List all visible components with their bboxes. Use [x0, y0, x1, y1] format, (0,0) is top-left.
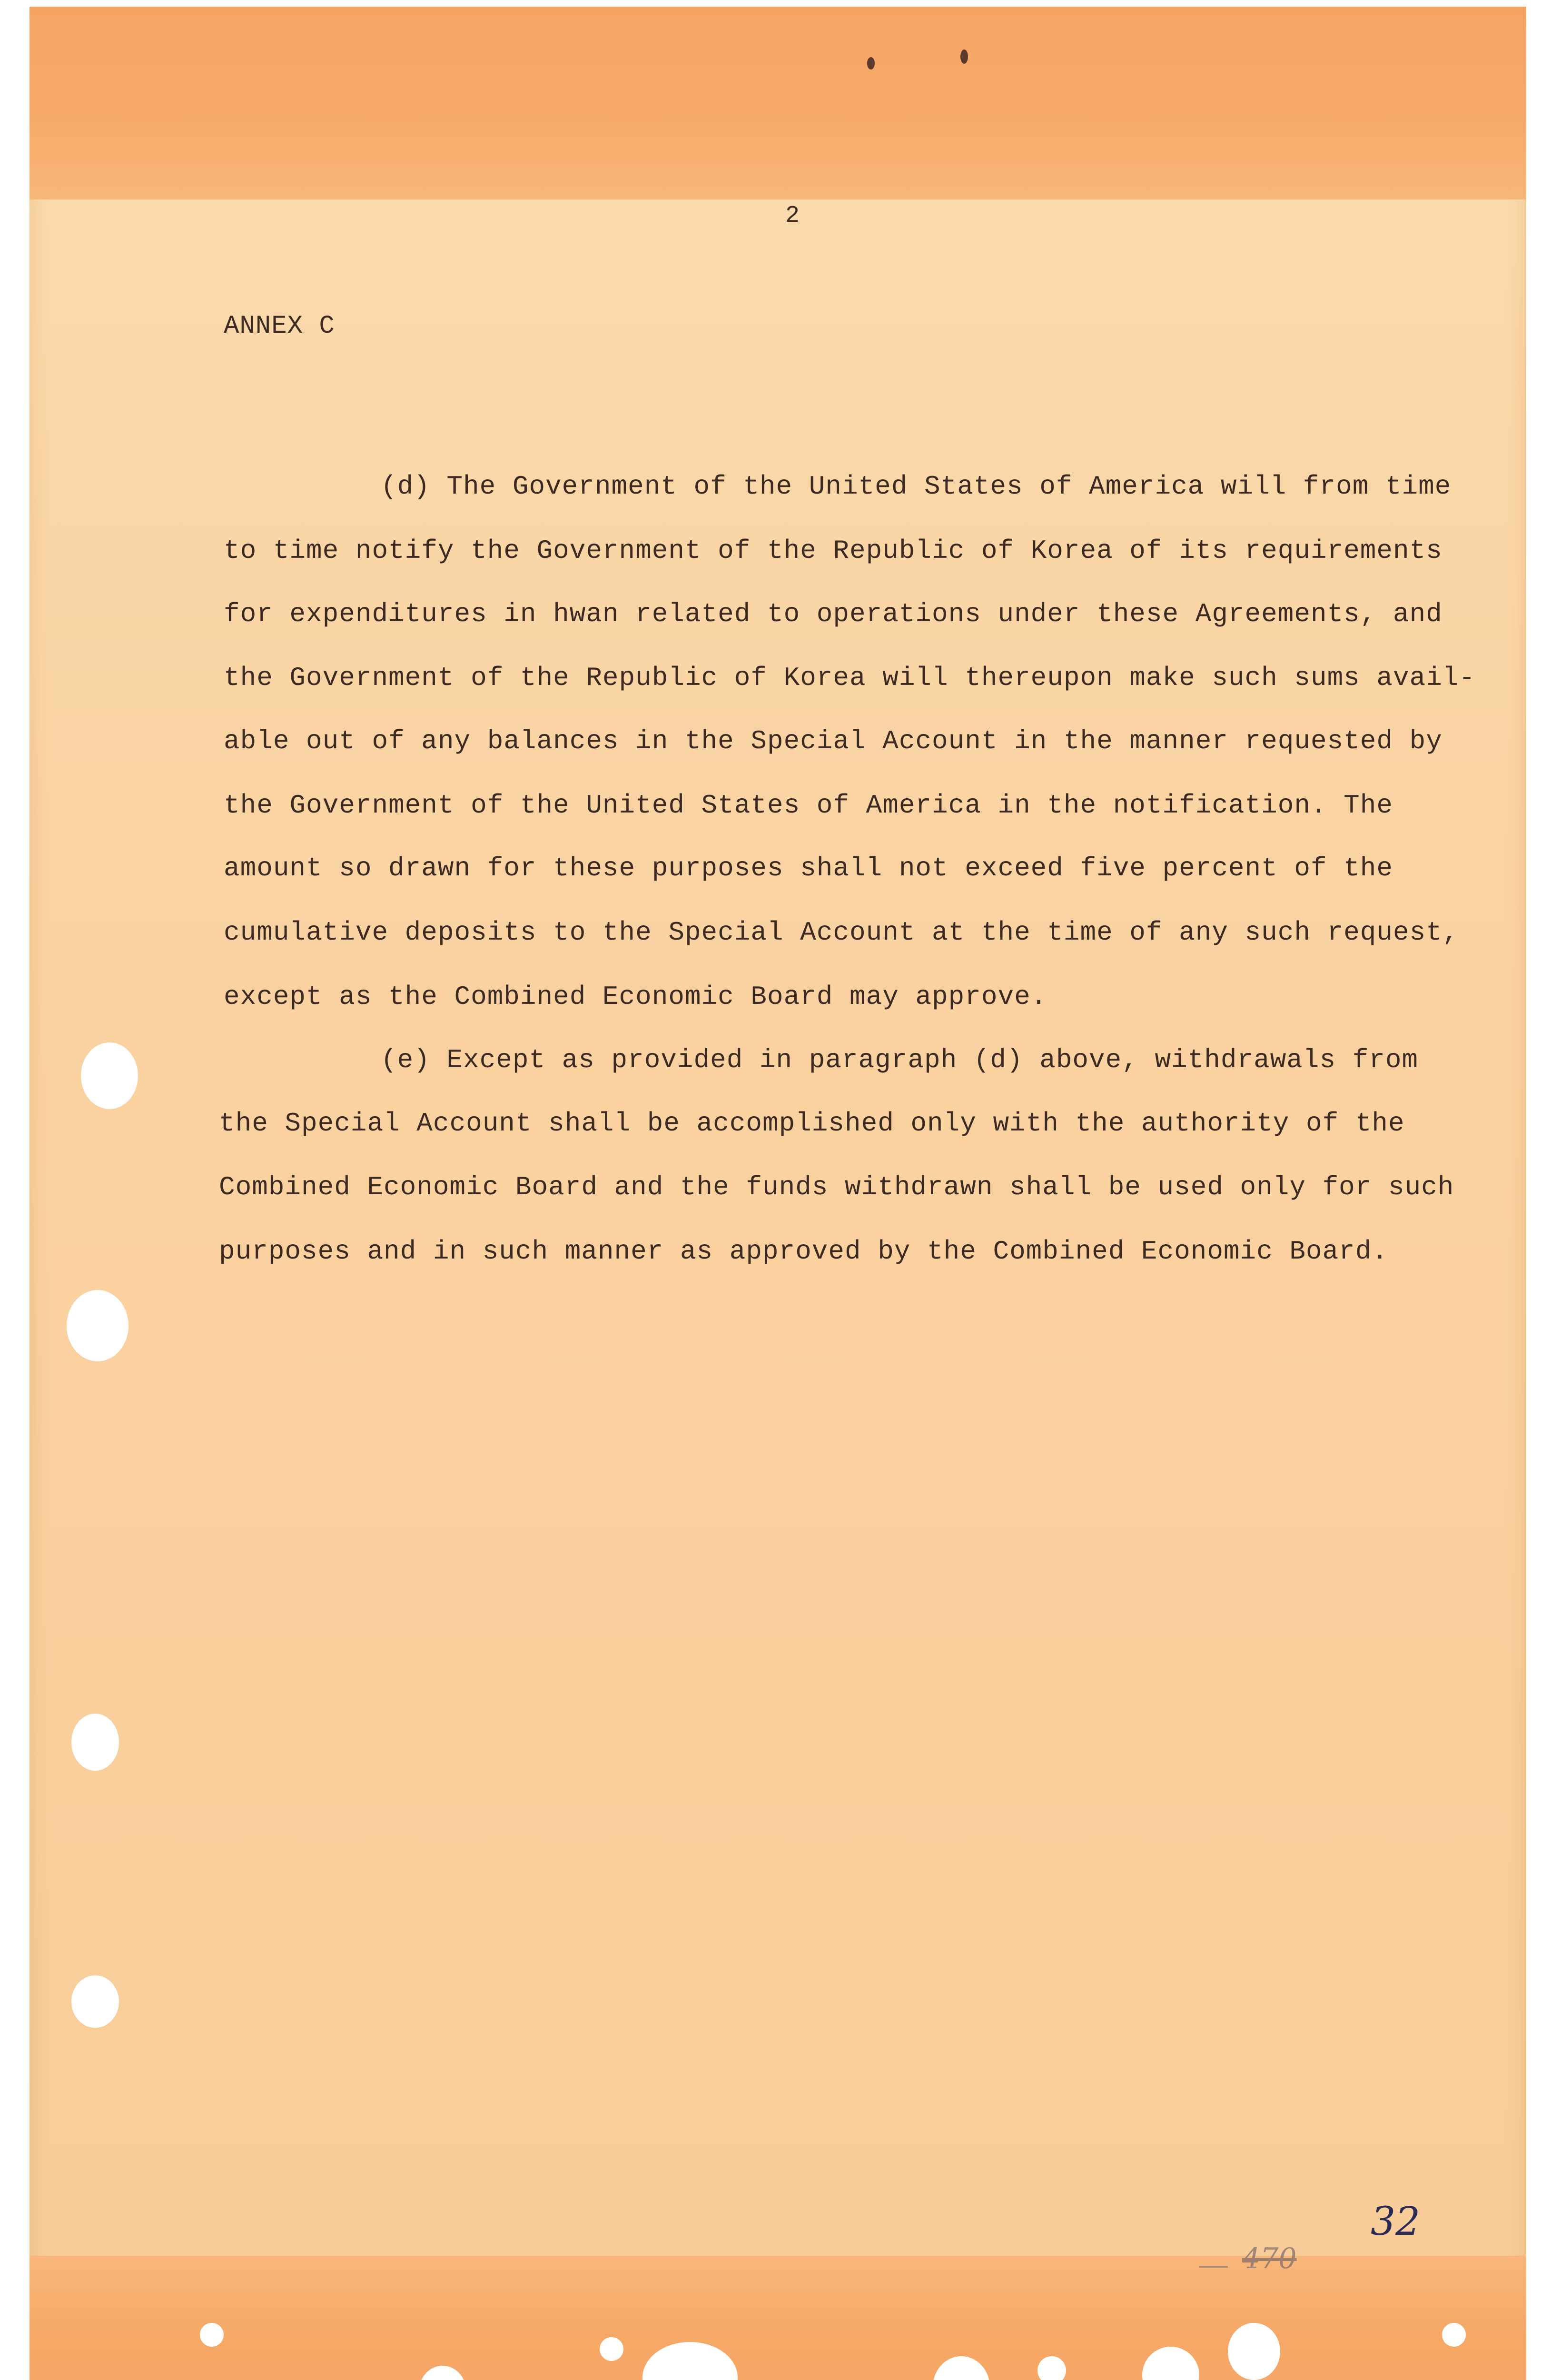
paragraph-e-line: the Special Account shall be accomplished only with the authority of the: [219, 1108, 1405, 1139]
ink-speck: [960, 50, 968, 64]
punch-hole: [1228, 2323, 1280, 2380]
handwritten-folio-number: 32: [1371, 2199, 1421, 2244]
punch-hole: [81, 1042, 138, 1109]
paragraph-d-line: the Government of the United States of America in the notification. The: [224, 790, 1393, 821]
paragraph-d-line: except as the Combined Economic Board may approve.: [224, 982, 1047, 1012]
paragraph-e-line: Combined Economic Board and the funds withdrawn shall be used only for such: [219, 1172, 1454, 1202]
punch-hole: [67, 1290, 128, 1361]
bottom-discoloration-band: [30, 2256, 1526, 2380]
paragraph-d-line: for expenditures in hwan related to operations under these Agreements, and: [224, 599, 1442, 629]
paragraph-d-line: amount so drawn for these purposes shall not exceed five percent of the: [224, 853, 1393, 883]
punch-hole: [71, 1975, 119, 2028]
paragraph-d-line: cumulative deposits to the Special Account at the time of any such request,: [224, 917, 1459, 948]
paragraph-d-line: able out of any balances in the Special Account in the manner requested by: [224, 726, 1442, 756]
paragraph-d-line: to time notify the Government of the Republic of Korea of its requirements: [224, 536, 1442, 566]
punch-hole: [1442, 2323, 1466, 2347]
paragraph-d-line: the Government of the Republic of Korea will thereupon make such sums avail-: [224, 663, 1476, 693]
ink-speck: [867, 57, 875, 69]
paragraph-e-line: (e) Except as provided in paragraph (d) above, withdrawals from: [381, 1045, 1419, 1075]
top-discoloration-band: [30, 7, 1526, 199]
punch-hole: [71, 1714, 119, 1771]
page-number: 2: [785, 202, 800, 229]
punch-hole: [600, 2337, 623, 2361]
struck-through-folio-number: 470: [1242, 2242, 1297, 2275]
paragraph-e-line: purposes and in such manner as approved by the Combined Economic Board.: [219, 1236, 1388, 1267]
paragraph-d-line: (d) The Government of the United States of America will from time: [381, 471, 1452, 502]
punch-hole: [200, 2323, 224, 2347]
annex-heading: ANNEX C: [224, 312, 335, 341]
pencil-dash: [1199, 2266, 1228, 2268]
